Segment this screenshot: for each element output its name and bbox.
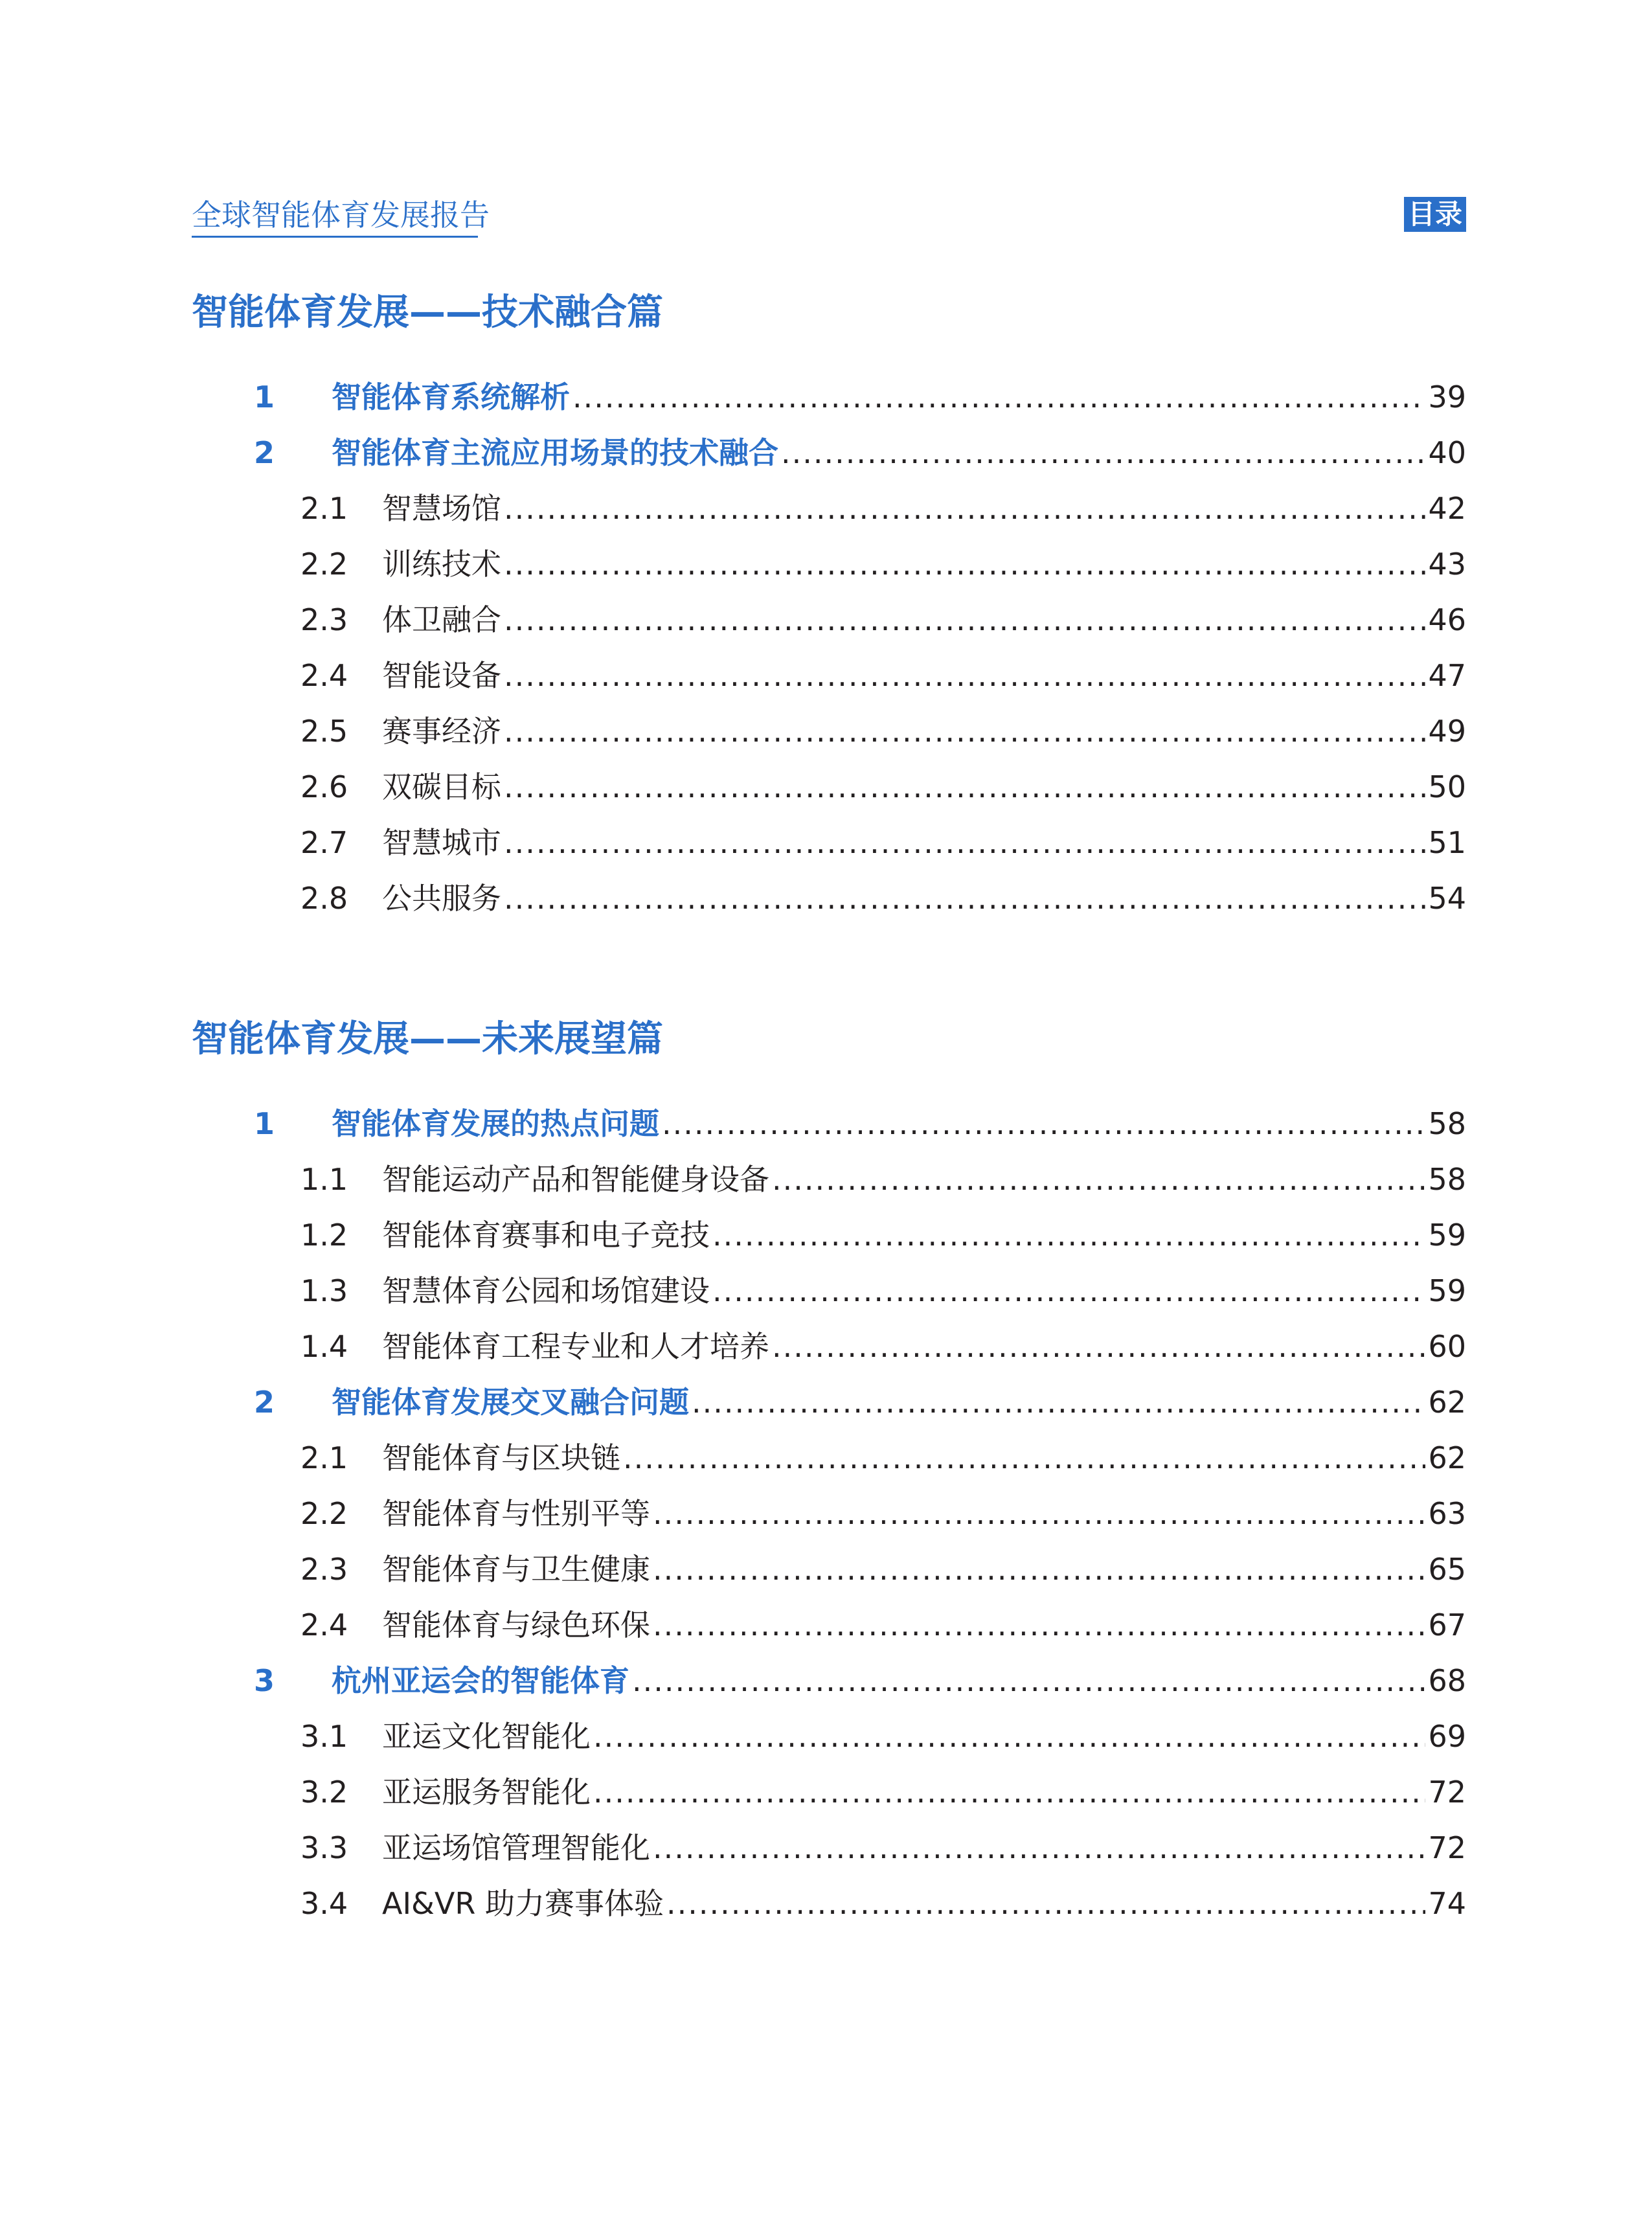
toc-entry-title[interactable]: 智能体育发展的热点问题 bbox=[332, 1106, 659, 1141]
toc-entry[interactable] bbox=[192, 592, 1466, 648]
toc-entry-page[interactable]: 58 bbox=[1428, 1106, 1466, 1141]
toc-entry-number: 1.4 bbox=[300, 1329, 348, 1364]
dot-leader bbox=[772, 1319, 1425, 1374]
toc-entry[interactable] bbox=[192, 1096, 1466, 1152]
toc-entry-title[interactable]: 智慧场馆 bbox=[382, 491, 501, 526]
toc-entry-number: 3.4 bbox=[300, 1886, 348, 1921]
toc-entry-title[interactable]: 智能体育系统解析 bbox=[332, 380, 570, 415]
toc-entry-page[interactable]: 63 bbox=[1428, 1496, 1466, 1531]
toc-entry[interactable] bbox=[192, 481, 1466, 536]
toc-entry-page[interactable]: 72 bbox=[1428, 1775, 1466, 1810]
dot-leader bbox=[504, 536, 1425, 592]
toc-entry-page[interactable]: 46 bbox=[1428, 602, 1466, 637]
toc-entry[interactable] bbox=[192, 1486, 1466, 1541]
dot-leader bbox=[504, 870, 1425, 926]
toc-entry-number: 2.1 bbox=[300, 491, 348, 526]
toc-entry-number: 1.3 bbox=[300, 1273, 348, 1308]
toc-entry-number: 2.5 bbox=[300, 714, 348, 749]
dot-leader bbox=[504, 592, 1425, 648]
toc-entry[interactable] bbox=[192, 1374, 1466, 1430]
header-underline bbox=[192, 236, 478, 238]
toc-entry-number: 2.6 bbox=[300, 769, 348, 804]
toc-entry-number: 1.2 bbox=[300, 1218, 348, 1253]
toc-entry[interactable] bbox=[192, 1319, 1466, 1374]
dot-leader bbox=[632, 1653, 1425, 1709]
toc-entry-number: 2.7 bbox=[300, 825, 348, 860]
toc-entry-number: 2.1 bbox=[300, 1440, 348, 1475]
toc-entry-title[interactable]: 智能体育发展交叉融合问题 bbox=[332, 1385, 689, 1420]
toc-entry-title[interactable]: 亚运文化智能化 bbox=[382, 1719, 591, 1754]
page-header bbox=[192, 196, 1466, 234]
toc-entry-page[interactable]: 39 bbox=[1428, 380, 1466, 415]
toc-entry-page[interactable]: 62 bbox=[1428, 1440, 1466, 1475]
toc-entry-page[interactable]: 74 bbox=[1428, 1886, 1466, 1921]
toc-entry-title[interactable]: 智能体育工程专业和人才培养 bbox=[382, 1329, 769, 1364]
toc-entry-page[interactable]: 40 bbox=[1428, 435, 1466, 470]
toc-entry[interactable] bbox=[192, 870, 1466, 926]
toc-entry-title[interactable]: 智能体育与绿色环保 bbox=[382, 1607, 650, 1642]
toc-entry-number: 2.4 bbox=[300, 658, 348, 693]
dot-leader bbox=[772, 1152, 1425, 1207]
toc-entry-number: 2.2 bbox=[300, 1496, 348, 1531]
dot-leader bbox=[504, 703, 1425, 759]
dot-leader bbox=[662, 1096, 1425, 1152]
dot-leader bbox=[593, 1764, 1425, 1820]
toc-entry[interactable] bbox=[192, 1597, 1466, 1653]
toc-entry-page[interactable]: 60 bbox=[1428, 1329, 1466, 1364]
toc-entry[interactable] bbox=[192, 1430, 1466, 1486]
toc-section-future bbox=[192, 1017, 1466, 1931]
toc-entry-page[interactable]: 58 bbox=[1428, 1162, 1466, 1197]
dot-leader bbox=[653, 1486, 1425, 1541]
toc-entry-page[interactable]: 54 bbox=[1428, 881, 1466, 916]
toc-entry[interactable] bbox=[192, 425, 1466, 481]
section-title: 智能体育发展——未来展望篇 bbox=[192, 1018, 663, 1060]
toc-entry[interactable] bbox=[192, 759, 1466, 815]
toc-entry-number: 1.1 bbox=[300, 1162, 348, 1197]
toc-entry-page[interactable]: 47 bbox=[1428, 658, 1466, 693]
toc-entry-number: 2.3 bbox=[300, 1552, 348, 1587]
dot-leader bbox=[504, 481, 1425, 536]
dot-leader bbox=[504, 648, 1425, 703]
report-title: 全球智能体育发展报告 bbox=[192, 198, 490, 233]
toc-entry[interactable] bbox=[192, 369, 1466, 425]
toc-entry-number: 2.4 bbox=[300, 1607, 348, 1642]
toc-entry-page[interactable]: 65 bbox=[1428, 1552, 1466, 1587]
toc-entry-title[interactable]: 智能体育与性别平等 bbox=[382, 1496, 650, 1531]
dot-leader bbox=[653, 1820, 1425, 1876]
dot-leader bbox=[572, 369, 1425, 425]
toc-entry[interactable] bbox=[192, 1263, 1466, 1319]
toc-entry-page[interactable]: 62 bbox=[1428, 1385, 1466, 1420]
toc-entry-title[interactable]: 杭州亚运会的智能体育 bbox=[332, 1663, 629, 1698]
toc-entry-title[interactable]: 智能运动产品和智能健身设备 bbox=[382, 1162, 769, 1197]
toc-entry-number: 3 bbox=[254, 1663, 275, 1698]
toc-entry-page[interactable]: 59 bbox=[1428, 1273, 1466, 1308]
dot-leader bbox=[504, 815, 1425, 870]
toc-entry-title[interactable]: 智能设备 bbox=[382, 658, 501, 693]
toc-entry[interactable] bbox=[192, 1764, 1466, 1820]
toc-entry-title[interactable]: 智能体育与区块链 bbox=[382, 1440, 620, 1475]
toc-entry-title[interactable]: 体卫融合 bbox=[382, 602, 501, 637]
toc-entry-number: 3.2 bbox=[300, 1775, 348, 1810]
toc-entry-title[interactable]: 亚运服务智能化 bbox=[382, 1775, 591, 1810]
toc-entry[interactable] bbox=[192, 1541, 1466, 1597]
dot-leader bbox=[712, 1263, 1425, 1319]
toc-entry-page[interactable]: 42 bbox=[1428, 491, 1466, 526]
toc-entry-title[interactable]: 智能体育赛事和电子竞技 bbox=[382, 1218, 710, 1253]
toc-entry-number: 3.1 bbox=[300, 1719, 348, 1754]
toc-entry-page[interactable]: 43 bbox=[1428, 547, 1466, 582]
toc-entry[interactable] bbox=[192, 536, 1466, 592]
toc-entry-title[interactable]: AI&VR 助力赛事体验 bbox=[382, 1886, 664, 1921]
toc-entry[interactable] bbox=[192, 1876, 1466, 1931]
toc-entry-page[interactable]: 72 bbox=[1428, 1830, 1466, 1865]
dot-leader bbox=[504, 759, 1425, 815]
toc-entry-number: 2 bbox=[254, 1385, 275, 1420]
toc-entry-page[interactable]: 68 bbox=[1428, 1663, 1466, 1698]
toc-entry-page[interactable]: 67 bbox=[1428, 1607, 1466, 1642]
toc-list bbox=[192, 369, 1466, 926]
dot-leader bbox=[653, 1541, 1425, 1597]
dot-leader bbox=[781, 425, 1425, 481]
dot-leader bbox=[666, 1876, 1425, 1931]
toc-entry[interactable] bbox=[192, 1653, 1466, 1709]
toc-entry-number: 1 bbox=[254, 1106, 275, 1141]
toc-section-tech bbox=[192, 290, 1466, 926]
toc-entry[interactable] bbox=[192, 1207, 1466, 1263]
toc-entry-page[interactable]: 59 bbox=[1428, 1218, 1466, 1253]
toc-list bbox=[192, 1096, 1466, 1931]
toc-entry-title[interactable]: 赛事经济 bbox=[382, 714, 501, 749]
toc-entry-number: 2.2 bbox=[300, 547, 348, 582]
toc-entry-number: 1 bbox=[254, 380, 275, 415]
toc-entry-page[interactable]: 50 bbox=[1428, 769, 1466, 804]
toc-entry-number: 2.3 bbox=[300, 602, 348, 637]
toc-entry[interactable] bbox=[192, 703, 1466, 759]
toc-entry-title[interactable]: 亚运场馆管理智能化 bbox=[382, 1830, 650, 1865]
toc-entry-number: 2.8 bbox=[300, 881, 348, 916]
dot-leader bbox=[692, 1374, 1425, 1430]
toc-entry[interactable] bbox=[192, 1152, 1466, 1207]
toc-entry-title[interactable]: 智能体育主流应用场景的技术融合 bbox=[332, 435, 778, 470]
toc-entry-title[interactable]: 公共服务 bbox=[382, 881, 501, 916]
toc-entry[interactable] bbox=[192, 1709, 1466, 1764]
toc-badge[interactable]: 目录 bbox=[1404, 197, 1466, 232]
toc-entry-title[interactable]: 智能体育与卫生健康 bbox=[382, 1552, 650, 1587]
toc-entry-page[interactable]: 51 bbox=[1428, 825, 1466, 860]
dot-leader bbox=[623, 1430, 1425, 1486]
toc-entry-title[interactable]: 双碳目标 bbox=[382, 769, 501, 804]
toc-entry-page[interactable]: 49 bbox=[1428, 714, 1466, 749]
toc-entry-title[interactable]: 智慧体育公园和场馆建设 bbox=[382, 1273, 710, 1308]
toc-entry-title[interactable]: 智慧城市 bbox=[382, 825, 501, 860]
dot-leader bbox=[653, 1597, 1425, 1653]
toc-entry-number: 2 bbox=[254, 435, 275, 470]
toc-entry-title[interactable]: 训练技术 bbox=[382, 547, 501, 582]
dot-leader bbox=[593, 1709, 1425, 1764]
dot-leader bbox=[712, 1207, 1425, 1263]
toc-entry[interactable] bbox=[192, 1820, 1466, 1876]
toc-entry-page[interactable]: 69 bbox=[1428, 1719, 1466, 1754]
toc-entry[interactable] bbox=[192, 648, 1466, 703]
toc-entry[interactable] bbox=[192, 815, 1466, 870]
toc-entry-number: 3.3 bbox=[300, 1830, 348, 1865]
section-title: 智能体育发展——技术融合篇 bbox=[192, 291, 663, 334]
